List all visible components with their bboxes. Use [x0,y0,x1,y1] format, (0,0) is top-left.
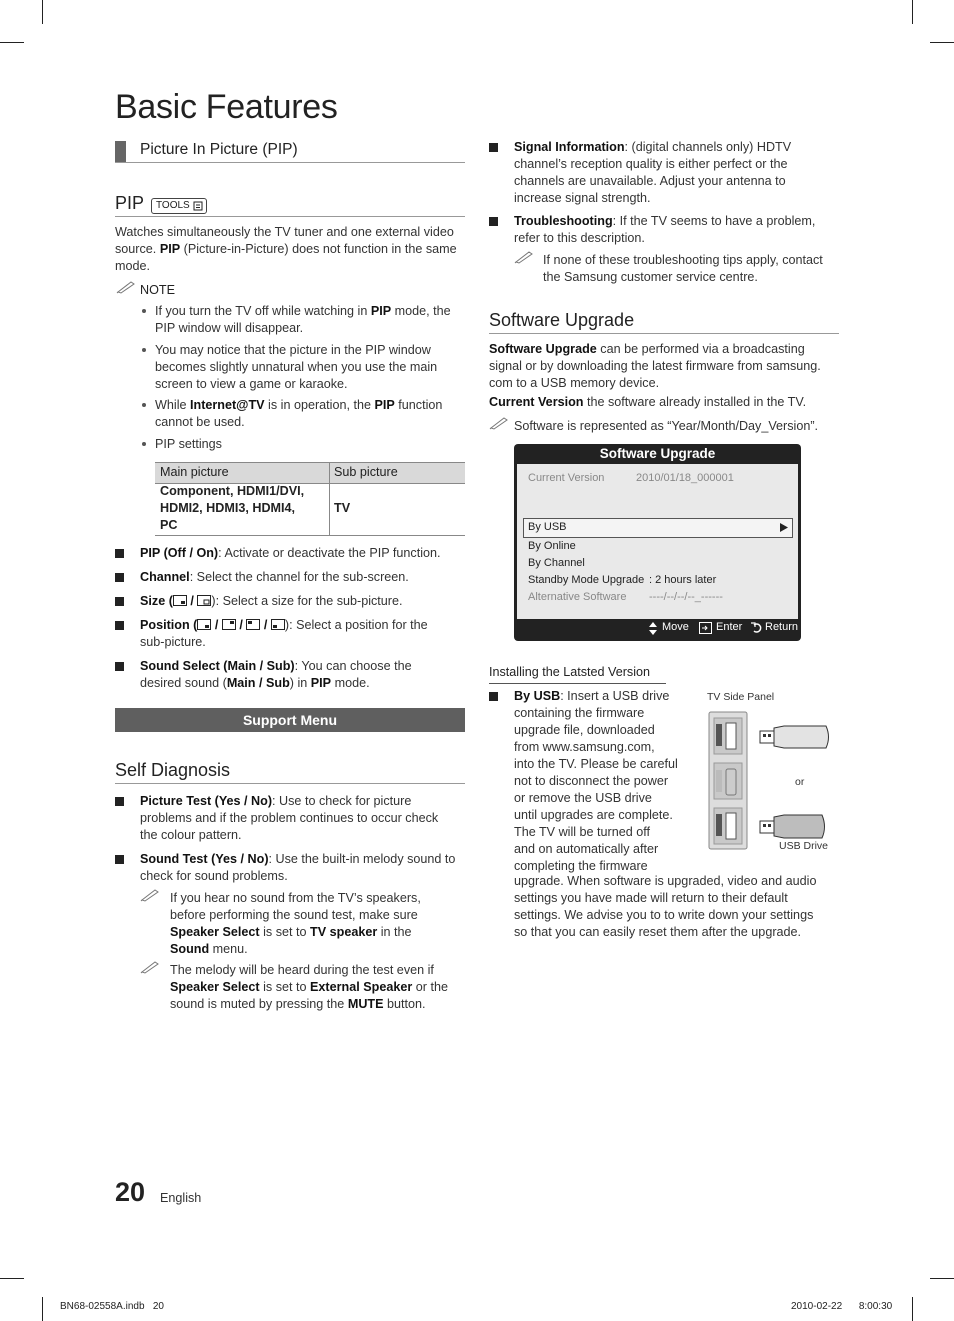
text-bold: Size ( [140,594,173,608]
or-label: or [795,776,805,788]
troubleshooting-note [543,252,843,286]
osd-current-version-label: Current Version [528,472,605,484]
text-bold: / [260,618,271,632]
arrow-right-icon [780,523,788,532]
size-large-icon [197,595,211,606]
line [140,617,467,634]
line [140,658,467,675]
by-usb-item [514,688,694,875]
software-upgrade-heading: Software Upgrade [489,310,635,330]
usb-drive-label: USB Drive [779,840,829,852]
line [155,303,467,320]
page-number: 20 [115,1177,146,1207]
line: containing the firmware [514,706,645,720]
text: mode, the [391,304,451,318]
line: You may notice that the picture in the PIP window [155,343,431,357]
bullet-square [115,573,124,582]
text: mode. [331,676,370,690]
line: check for sound problems. [140,869,288,883]
line: into the TV. Please be careful [514,757,678,771]
divider [489,683,666,684]
bullet-square [115,855,124,864]
signal-information-item [514,139,844,207]
version-format-note: Software is represented as “Year/Month/Day_Version”. [514,419,819,433]
text-bold: Main / Sub [226,676,290,690]
line [155,397,467,414]
osd-item-by-online[interactable]: By Online [528,540,576,552]
section-title: Picture In Picture (PIP) [140,141,298,158]
note-pencil-icon [514,250,534,264]
osd-item-by-usb[interactable] [523,518,793,538]
text-bold: TV speaker [310,925,378,939]
text: : If the TV seems to have a problem, [612,214,816,228]
table-head-main: Main picture [160,465,229,479]
line: problems and if the problem continues to occur check [140,811,439,825]
picture-test-item [140,793,467,844]
installing-heading: Installing the Latsted Version [489,665,651,679]
osd-move-label: Move [662,621,689,633]
line: the colour pattern. [140,828,242,842]
crop-mark [912,0,913,24]
text-bold: PIP [370,304,392,318]
note-bullet [155,303,467,337]
line: channel’s reception quality is either perfect or the [514,157,788,171]
line: The TV will be turned off [514,825,651,839]
text: ): Select a position for the [284,618,428,632]
note-bullet [155,397,467,431]
return-icon [751,622,763,634]
text-bold: Sound [170,942,210,956]
position-bottom-left-icon [271,619,285,630]
page-title: Basic Features [115,88,338,126]
text: : (digital channels only) HDTV [624,140,792,154]
osd-enter-label: Enter [716,621,743,633]
line: If you hear no sound from the TV’s speakers, [170,891,421,905]
line [514,139,844,156]
text-bold: External Speaker [310,980,413,994]
text: is set to [259,925,311,939]
text: the software already installed in the TV. [583,395,807,409]
line: The melody will be heard during the test even if [170,963,434,977]
bullet-square [115,797,124,806]
osd-panel [517,464,798,619]
note-label: NOTE [140,283,175,297]
line [514,213,844,230]
line [140,675,467,692]
line: sub-picture. [140,635,206,649]
text-bold: Sound Test (Yes / No) [140,852,269,866]
line [140,851,467,868]
note-pencil-icon [140,960,160,974]
position-top-left-icon [246,619,260,630]
sound-test-note [170,890,470,958]
text: If you turn the TV off while watching in [155,304,371,318]
by-usb-item-continued [514,873,844,941]
osd-item-label: By USB [528,521,567,533]
text: : Use the built-in melody sound to [268,852,456,866]
text-bold: PIP [159,242,181,256]
self-diagnosis-heading: Self Diagnosis [115,760,231,780]
text: : Activate or deactivate the PIP function. [218,546,441,560]
table-cell-sub: TV [334,501,351,515]
position-option-item [140,617,467,651]
text: or the [412,980,448,994]
text: function [394,398,443,412]
line: refer to this description. [514,231,645,245]
line: PC [160,518,178,532]
text: is in operation, the [264,398,375,412]
line: If none of these troubleshooting tips apply, contact [543,253,823,267]
table-divider [329,462,330,535]
tools-badge [151,198,207,214]
text-bold: Channel [140,570,190,584]
position-top-right-icon [222,619,236,630]
bullet-dot [142,309,146,313]
osd-current-version-value: 2010/01/18_000001 [636,472,734,484]
text-bold: PIP [374,398,395,412]
divider [115,162,465,163]
sound-select-item [140,658,467,692]
text: can be performed via a broadcasting [596,342,805,356]
line [170,979,470,996]
note-pencil-icon [489,416,509,430]
line: cannot be used. [155,415,245,429]
position-bottom-right-icon [197,619,211,630]
current-version-description [489,394,806,411]
line: the Samsung customer service centre. [543,270,758,284]
text: sound is muted by pressing the [170,997,348,1011]
text: menu. [209,942,248,956]
crop-mark [42,0,43,24]
text: : You can choose the [294,659,412,673]
support-menu-bar [115,708,465,732]
osd-return-label: Return [765,621,799,633]
pip-option-item [140,545,441,562]
tv-side-panel-label: TV Side Panel [707,691,775,703]
text: desired sound ( [140,676,227,690]
text-bold: Software Upgrade [489,342,597,356]
divider [115,783,465,784]
pip-heading: PIP [115,193,145,213]
line: becomes slightly unnatural when you use the main [155,360,438,374]
crop-mark [912,1297,913,1321]
sound-test-item [140,851,467,885]
text-bold: Internet@TV [190,398,265,412]
bullet-square [115,549,124,558]
line: until upgrades are complete. [514,808,673,822]
line: before performing the sound test, make sure [170,908,418,922]
footer-date: 2010-02-22 8:00:30 [791,1301,893,1312]
crop-mark [0,1278,24,1279]
crop-mark [0,42,24,43]
line: and on automatically after [514,842,659,856]
line: signal or by downloading the latest firmware from samsung. [489,359,821,373]
bullet-dot [142,442,146,446]
text-bold: Position ( [140,618,198,632]
line: settings you have made will return to their default [514,891,788,905]
osd-title: Software Upgrade [599,446,716,461]
line [170,996,470,1013]
move-arrows-icon [649,622,657,635]
line: com to a USB memory device. [489,376,660,390]
tools-icon [193,201,203,211]
text: is set to [259,980,311,994]
intro-line: mode. [115,259,151,273]
bullet-square [489,143,498,152]
software-upgrade-osd [514,444,801,641]
line: HDMI2, HDMI3, HDMI4, [160,501,296,515]
text: : Insert a USB drive [560,689,670,703]
text: While [155,398,190,412]
note-bullet [155,342,467,393]
page-language: English [160,1191,202,1205]
divider [489,333,839,334]
table-cell-main [160,483,304,534]
section-marker [115,141,126,162]
usb-connection-diagram [706,708,836,853]
bullet-square [115,597,124,606]
support-menu-label: Support Menu [242,712,338,728]
pip-intro [115,224,467,275]
software-upgrade-description [489,341,844,392]
line: screen to view a game or karaoke. [155,377,348,391]
troubleshooting-item [514,213,844,247]
text-bold: / [211,618,222,632]
text: in the [377,925,412,939]
line: channels are unavailable. Adjust your antenna to [514,174,786,188]
text: : Select the channel for the sub-screen. [189,570,409,584]
note-bullet: PIP settings [155,437,222,451]
text-bold: / [186,594,198,608]
line [514,688,694,705]
line [170,924,470,941]
line: or remove the USB drive [514,791,652,805]
crop-mark [42,1297,43,1321]
note-pencil-icon [116,280,136,294]
text-bold: / [235,618,247,632]
line [489,341,844,358]
text-bold: Troubleshooting [514,214,613,228]
line: upgrade file, downloaded [514,723,655,737]
bullet-dot [142,348,146,352]
text: : Use to check for picture [272,794,412,808]
line: not to disconnect the power [514,774,669,788]
line: completing the firmware [514,859,648,873]
text-bold: PIP (Off / On) [140,546,219,560]
line: from www.samsung.com, [514,740,655,754]
line: Component, HDMI1/DVI, [160,484,305,498]
line: so that you can easily reset them after the upgrade. [514,925,802,939]
osd-standby-value: : 2 hours later [649,574,717,586]
table-head-sub: Sub picture [334,465,398,479]
text-bold: Picture Test (Yes / No) [140,794,273,808]
tools-badge-label: TOOLS [156,200,190,211]
text: ): Select a size for the sub-picture. [211,594,403,608]
text: source. [115,242,160,256]
text: ) in [289,676,311,690]
size-small-icon [173,595,187,606]
osd-alt-value: ----/--/--/--_------ [649,591,723,603]
line: PIP window will disappear. [155,321,304,335]
line [170,941,470,958]
channel-option-item [140,569,409,586]
line [140,793,467,810]
intro-line [115,241,467,258]
text-bold: PIP [310,676,332,690]
bullet-square [489,217,498,226]
bullet-square [489,692,498,701]
crop-mark [930,42,954,43]
text-bold: Speaker Select [170,980,260,994]
text-bold: Signal Information [514,140,625,154]
text-bold: MUTE [347,997,384,1011]
text: (Picture-in-Picture) does not function in the same [180,242,457,256]
bullet-square [115,621,124,630]
bullet-square [115,662,124,671]
crop-mark [930,1278,954,1279]
divider [115,216,465,217]
osd-item-standby-mode[interactable]: Standby Mode Upgrade [528,574,645,586]
osd-item-by-channel[interactable]: By Channel [528,557,585,569]
size-option-item [140,593,403,610]
text-bold: Sound Select (Main / Sub) [140,659,295,673]
intro-line: Watches simultaneously the TV tuner and one external video [115,225,454,239]
note-pencil-icon [140,888,160,902]
line: upgrade. When software is upgraded, video and audio [514,874,817,888]
line: increase signal strength. [514,191,651,205]
line: settings. We advise you to to write down your settings [514,908,814,922]
enter-icon [699,622,712,634]
bullet-dot [142,403,146,407]
melody-note [170,962,470,1013]
osd-item-alternative-software: Alternative Software [528,591,627,603]
text-bold: Current Version [489,395,584,409]
text-bold: By USB [514,689,561,703]
footer-file-info: BN68-02558A.indb 20 [60,1301,164,1312]
table-bottom-rule [155,535,465,536]
text: button. [383,997,426,1011]
text-bold: Speaker Select [170,925,260,939]
